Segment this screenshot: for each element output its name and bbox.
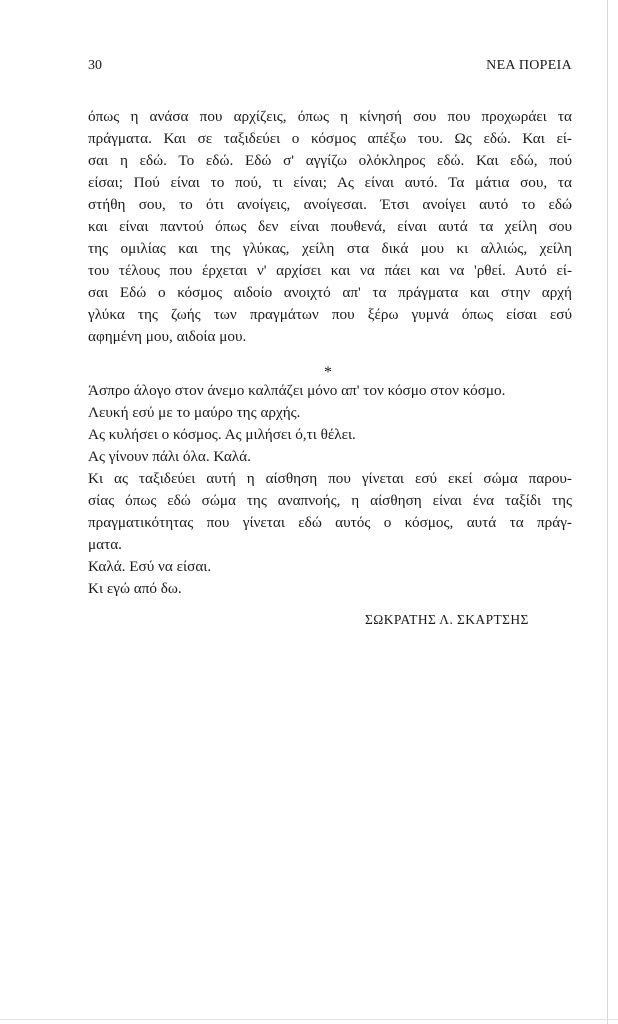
paragraph-2 [88, 380, 572, 600]
page-header [88, 58, 572, 78]
text-line: σαι η εδώ. Το εδώ. Εδώ σ' αγγίζω ολόκληρος εδώ. Και εδώ, πού [88, 152, 572, 169]
page-edge-bottom [0, 1019, 618, 1020]
text-line: στήθη σου, το ότι ανοίγεις, ανοίγεσαι. Έτσι ανοίγει αυτό το εδώ [88, 196, 572, 213]
text-line: Ας γίνουν πάλι όλα. Καλά. [88, 448, 251, 465]
text-line: πραγματικότητας που γίνεται εδώ αυτός ο κόσμος, αυτά τα πράγ- [88, 514, 572, 531]
text-line: του τέλους που έρχεται ν' αρχίσει και να πάει και να 'ρθεί. Αυτό εί- [88, 262, 572, 279]
text-line: ματα. [88, 536, 122, 553]
running-title: ΝΕΑ ΠΟΡΕΙΑ [486, 58, 572, 73]
page-number: 30 [88, 58, 102, 73]
text-line: Κι εγώ από δω. [88, 580, 182, 597]
text-line: πράγματα. Και σε ταξιδεύει ο κόσμος απέξω του. Ως εδώ. Και εί- [88, 130, 572, 147]
page-edge-right [607, 0, 608, 1024]
text-line: Ας κυλήσει ο κόσμος. Ας μιλήσει ό,τι θέλει. [88, 426, 356, 443]
text-line: αφημένη μου, αιδοία μου. [88, 328, 247, 345]
text-line: είσαι; Πού είναι το πού, τι είναι; Ας είναι αυτό. Τα μάτια σου, τα [88, 174, 572, 191]
text-line: της ομιλίας και της γλύκας, χείλη στα δικά μου κι αλλιώς, χείλη [88, 240, 572, 257]
text-line: και είναι παντού όπως δεν είναι πουθενά, είναι αυτά τα χείλη σου [88, 218, 572, 235]
author-signature: ΣΩΚΡΑΤΗΣ Λ. ΣΚΑΡΤΣΗΣ [365, 612, 529, 627]
text-line: Λευκή εσύ με το μαύρο της αρχής. [88, 404, 301, 421]
text-line: Καλά. Εσύ να είσαι. [88, 558, 212, 575]
text-line: σαι Εδώ ο κόσμος αιδοίο ανοιχτό απ' τα πράγματα και στην αρχή [88, 284, 572, 301]
text-line: σίας όπως εδώ σώμα της αναπνοής, η αίσθηση είναι ένα ταξίδι της [88, 492, 572, 509]
section-separator: * [324, 364, 332, 381]
text-line: Κι ας ταξιδεύει αυτή η αίσθηση που γίνεται εσύ εκεί σώμα παρου- [88, 470, 572, 487]
text-line: γλύκα της ζωής των πραγμάτων που ξέρω γυμνά όπως είσαι εσύ [88, 306, 572, 323]
paragraph-1 [88, 106, 572, 348]
text-line: όπως η ανάσα που αρχίζεις, όπως η κίνησή σου που προχωράει τα [88, 108, 572, 125]
text-line: Άσπρο άλογο στον άνεμο καλπάζει μόνο απ' τον κόσμο στον κόσμο. [88, 382, 506, 399]
